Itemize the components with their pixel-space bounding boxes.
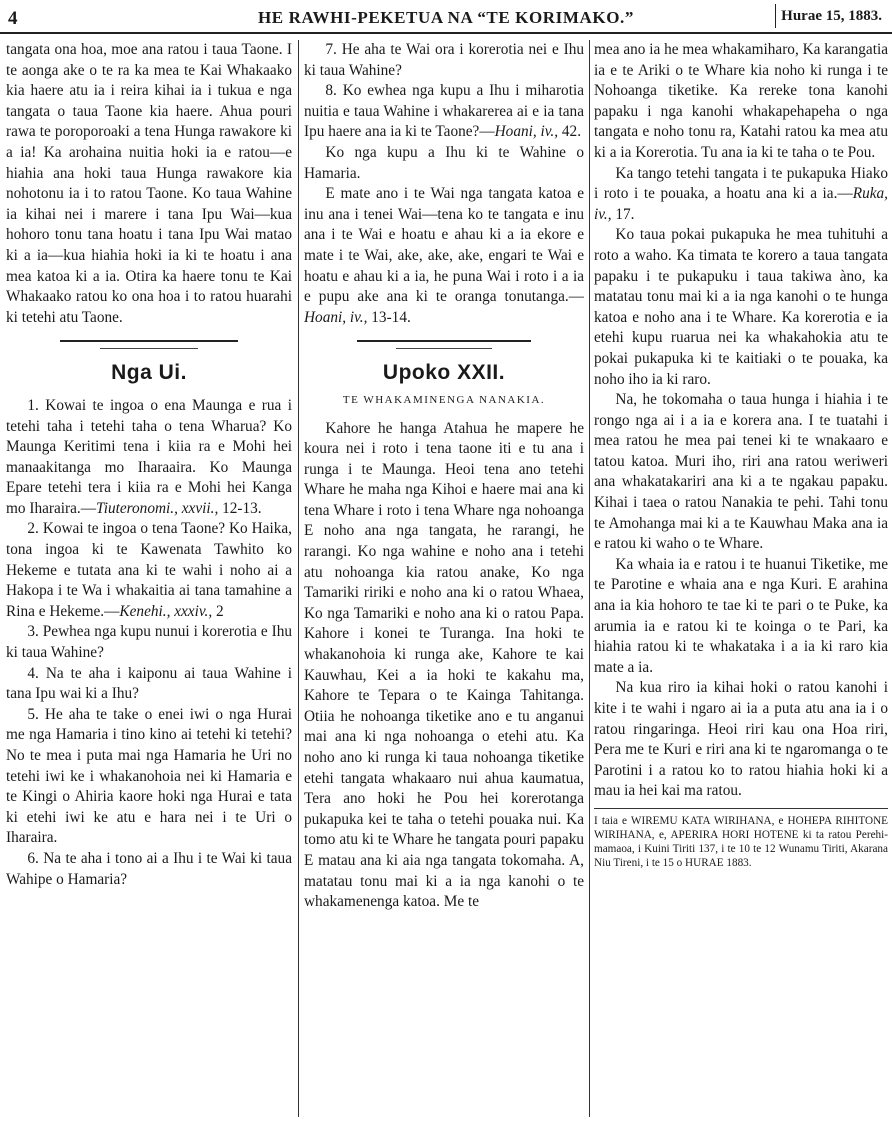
- paragraph: Ko nga kupu a Ihu ki te Wahine o Hamaria.: [304, 143, 584, 182]
- questions-heading: Nga Ui.: [111, 361, 187, 385]
- question-7: 7. He aha te Wai ora i korerotia nei e Ihu ki taua Wahine?: [304, 41, 584, 79]
- section-divider-short: [100, 348, 197, 349]
- masthead: [0, 0, 892, 34]
- question-3: 3. Pewhea nga kupu nunui i korerotia e Ihu ki taua Wahine?: [6, 623, 292, 662]
- question-1: 1. Kowai te ingoa o ena Maunga e rua i tetehi taha i tetehi taha o tena Wharua? Ko Maunga Keritimi tena i kiia ra e Mohi hei manaakitanga mo Iharaaira. Ko Maunga Epare tetehi tera i kiia ra e Mohi hei Kanga mo Iharaira.—Tiuteronomi., xxvii., 12-13.: [6, 396, 292, 517]
- chapter-heading: Upoko XXII.: [382, 361, 506, 385]
- scripture-reference: Hoani, iv.,: [494, 123, 559, 141]
- question-4: 4. Na te aha i kaiponu ai taua Wahine i tana Ipu wai ki a Ihu?: [6, 664, 292, 703]
- printer-imprint: I taia e WIREMU KATA WIRIHANA, e HOHEPA RIHITONE WIRIHANA, e, APERIRA HORI HOTENE ki ta ratou Perehi-mamaoa, i Kuini Tiriti 137, i te 10 te 12 Wunamu Tiriti, Akarana Niu Tireni, i te 15 o HURAE 1883.: [594, 808, 888, 870]
- section-divider-short: [396, 348, 491, 349]
- question-2: 2. Kowai te ingoa o tena Taone? Ko Haika, tona ingoa ki te Kawenata Tawhito ko Hekeme e tutata ana ki te wahi i noho ai a Hakopa i te Wa i whakaitia ai tana tamahine a Rina e Hekeme.—Kenehi., xxxiv., 2: [6, 520, 292, 620]
- paragraph: E mate ano i te Wai nga tangata katoa e inu ana i tenei Wai—tena ko te tangata e inu ana i te Wai e hoatu e ahau ki a ia ekore e mate i te Wai, ake, ake, ake, engari te Wai e hoatu e ahau ki a ia, he puna Wai i roto i a ia e pupu ake ana ki te oranga tonutanga.—Hoani, iv., 13-14.: [304, 185, 584, 326]
- column-3: [594, 40, 888, 1117]
- paragraph: Kahore he hanga Atahua he mapere he koura nei i roto i tena taone iti e tu ana i runga i te Maunga. Heoi tena ano tetehi Whare he maha nga Kihoi e haere mai ana ki tena Whare i roto i tena Whare nga nohoanga E noho ana nga tangata, he rarangi, he rarangi. Ko nga wahine e noho ana i tetehi atu nohoanga kia ratou anake, Ko nga Tamariki ririki e noho ana ki o ratou Whaea, Ko nga Tamariki e noho ana ki o ratou Papa. Kahore i konei te Turanga. Ina hoki te whakanohoia ki runga ake, Kahore te kai Kauwhau, Kei a ia hoki te kakahu ma, Kahore te Tepara o te Kainga Tahitanga. Otiia he nohoanga tiketike ano e tu anganui mai ana ki nga nohoanga o etehi atu. Ka noho ano ki runga ki taua nohoanga tiketike etehi tangata whakaaro nui ahua kaumatua, Tera ano hoki he Pou hei korerotanga pukapuka kei te taha o tetehi pouaka nui. Ka tomo atu ki te Whare he tangata pouri papaku E matau ana ki aia nga tangata tokomaha. A, matatau tonu mai ki a ia nga kanohi o te whakamenenga katoa. Me te: [304, 419, 584, 911]
- section-divider: [357, 340, 531, 342]
- issue-date: Hurae 15, 1883.: [781, 8, 882, 24]
- question-5: 5. He aha te take o enei iwi o nga Hurai me nga Hamaria i tino kino ai tetehi ki tetehi? No te mea i puta mai nga Hamaria he Uri no tetehi iwi ke i whakanohoia nei ki Hamaria e te Kingi o Ahiria kaore hoki nga Hurai e tata ki etehi iwi ke atu e hara nei i te Uri o Iharaira.: [6, 705, 292, 847]
- column-1: [6, 40, 292, 1117]
- paragraph: Na, he tokomaha o taua hunga i hiahia i te rongo nga ai i a ia e korera ana. I te tuatahi i mea ratou he mea pai tenei ki te wnakaaro e tatou katoa. Muri iho, riri ana ratou weriweri ana whakatakariri ana ki a te ngakau papaku. Kihai i taea o ratou Nanakia te pehi. Tahi tonu te Amohanga mai ki a te Kauwhau Maka ana ia e ratou ki waho o te Whare.: [594, 391, 888, 553]
- question-6: 6. Na te aha i tono ai a Ihu i te Wai ki taua Wahipe o Hamaria?: [6, 849, 292, 888]
- chapter-subheading: TE WHAKAMINENGA NANAKIA.: [342, 393, 546, 406]
- newspaper-title: HE RAWHI-PEKETUA NA “TE KORIMAKO.”: [257, 8, 635, 27]
- scripture-reference: Hoani, iv.,: [304, 308, 368, 326]
- column-rule: [589, 40, 590, 1117]
- column-2: [304, 40, 584, 1117]
- section-divider: [60, 340, 237, 342]
- scripture-reference: Ruka, iv.,: [594, 185, 888, 223]
- paragraph: Na kua riro ia kihai hoki o ratou kanohi i kite i te wahi i ngaro ai ia a puta atu ana ia i o ratou ringaringa. Heoi riri kau ona Hoa riri, Pera me te Kuri e riri ana ki te ngaromanga o te Parotini i a ratou ko to ratou hiahia hoki ki a mau ia hei kai ma ratou.: [594, 679, 888, 800]
- column-rule: [298, 40, 299, 1117]
- page-number: 4: [8, 8, 18, 29]
- scripture-reference: Tiuteronomi., xxvii.,: [96, 499, 219, 517]
- paragraph: Ka whaia ia e ratou i te huanui Tiketike, me te Parotine e whaia ana e nga Kuri. E arahina ana ia kia hohoro te tae ki te pari o te Puke, ka arumia ia e ratou ki te koinga o te Pari, ka hiahia ratou ki te whakataka i a ia ki raro kia mate a ia.: [594, 555, 888, 676]
- story-continuation: tangata ona hoa, moe ana ratou i taua Taone. I te aonga ake o te ra ka mea te Kai Whakaako kia haere atu ia i reira kihai ia i tukua e nga tangata o taua Taone kia haere. Ahua pouri rawa te poroporoaki a tena Hunga rawakore ki a ia! Ka arohaina nuitia hoki ia e ratou—e hiahia ana hoki taua Hunga rawakore kia nohotonu ia i to ratou Taone. Ko taua Wahine ia kihai nei i marere i tana Ipu Wai—kua hohoro tonu tana hoatu i tana Ipu Wai matao ki a ia—kua hiahia hoki ia ki te hoatu i ana mea katoa ki a ia. Otira ka haere tonu te Kai Whakaako ratou ko ona hoa i to ratou huarahi ki tetehi atu Taone.: [6, 41, 292, 326]
- paragraph: mea ano ia he mea whakamiharo, Ka karangatia ia e te Ariki o te Whare kia noho ki runga i te Nohoanga tiketike. Ka rereke tona kanohi papaku i nga kanohi whakapehapeha o nga tangata e noho tonu ra, Katahi ratou ka mea atu ki a ia Korerotia. Tu ana ia ki te taha o te Pou.: [594, 41, 888, 161]
- question-8: 8. Ko ewhea nga kupu a Ihu i miharotia nuitia e taua Wahine i whakarerea ai e ia tana Ipu haere ana ia ki te Taone?—Hoani, iv., 42.: [304, 82, 584, 141]
- paragraph: Ka tango tetehi tangata i te pukapuka Hiako i roto i te pouaka, a hoatu ana ki a ia.—Ruka, iv., 17.: [594, 164, 888, 223]
- scripture-reference: Kenehi., xxxiv.,: [119, 602, 213, 620]
- paragraph: Ko taua pokai pukapuka he mea tuhituhi a roto a waho. Ka timata te korero a taua tangata papaku i te pukapuku i taua takiwa àno, ka matatau tonu mai ki a ia nga kanohi o te hunga katoa e noho ana i te Whare. Ka korerotia e ia etehi kupu ruarua nei ka whakahokia atu te pokai pukapuka ki te kaitiaki o te pouaka, ka noho iho ia ki raro.: [594, 226, 888, 388]
